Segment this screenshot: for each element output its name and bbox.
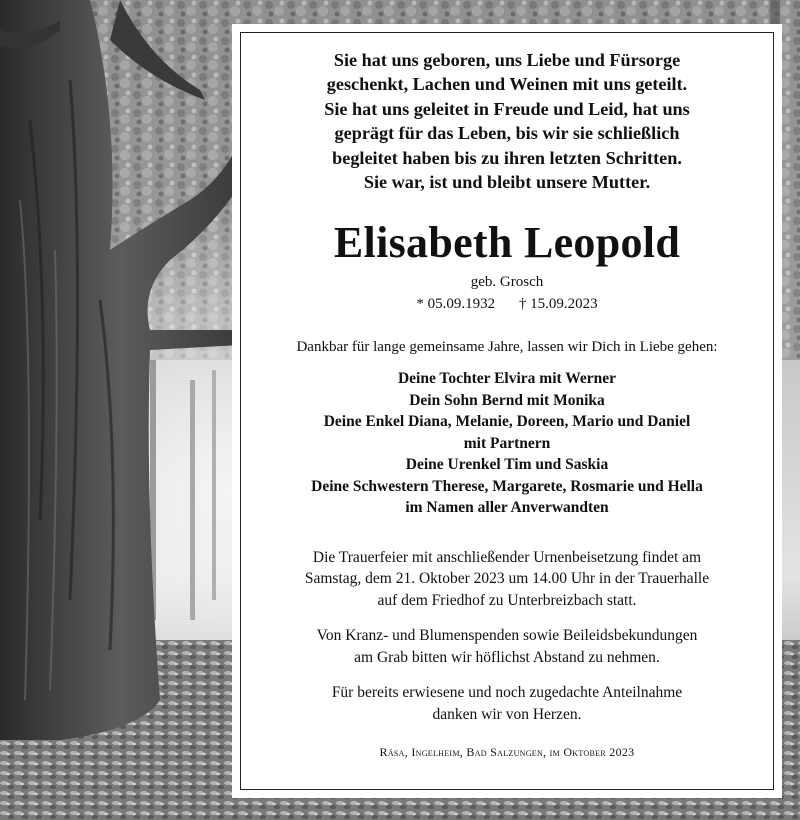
poem-line: Sie hat uns geboren, uns Liebe und Fürsorge [333, 50, 681, 70]
obituary-content [234, 26, 780, 796]
mourner-line: Deine Urenkel Tim und Saskia [405, 456, 609, 474]
deceased-name: Elisabeth Leopold [333, 218, 681, 268]
poem-line: geprägt für das Leben, bis wir sie schließlich [334, 123, 680, 144]
poem-line: begleitet haben bis zu ihren letzten Schritten. [332, 147, 682, 168]
place-date-signoff: Räsa, Ingelheim, Bad Salzungen, im Oktober 2023 [379, 745, 635, 760]
mourner-line: Deine Tochter Elvira mit Werner [397, 370, 617, 388]
gratitude-line: Für bereits erwiesene und noch zugedachte Anteilnahme [331, 684, 683, 702]
mourner-line: Deine Schwestern Therese, Margarete, Rosmarie und Hella [311, 477, 703, 495]
life-dates [234, 296, 780, 313]
mourner-line: Dein Sohn Bernd mit Monika [409, 391, 605, 409]
birth-date: * 05.09.1932 [416, 296, 496, 313]
death-date: † 15.09.2023 [518, 296, 598, 313]
poem-line: geschenkt, Lachen und Weinen mit uns geteilt. [326, 74, 688, 95]
gratitude-notice [234, 682, 780, 725]
mourner-line: mit Partnern [463, 434, 551, 452]
flowers-notice [234, 625, 780, 668]
ceremony-notice [234, 547, 780, 612]
memorial-poem [264, 48, 750, 194]
ceremony-line: auf dem Friedhof zu Unterbreizbach statt. [377, 591, 637, 609]
obituary-card [234, 26, 780, 796]
mourners-list [234, 368, 780, 519]
gratitude-line: danken wir von Herzen. [432, 705, 582, 723]
flowers-line: am Grab bitten wir höflichst Abstand zu nehmen. [354, 648, 660, 666]
flowers-line: Von Kranz- und Blumenspenden sowie Beileidsbekundungen [316, 627, 698, 645]
mourner-line: im Namen aller Anverwandten [405, 499, 609, 517]
farewell-line: Dankbar für lange gemeinsame Jahre, lassen wir Dich in Liebe gehen: [296, 339, 718, 356]
ceremony-line: Samstag, dem 21. Oktober 2023 um 14.00 Uhr in der Trauerhalle [304, 570, 710, 588]
maiden-name: geb. Grosch [470, 274, 544, 291]
mourner-line: Deine Enkel Diana, Melanie, Doreen, Mario und Daniel [323, 413, 691, 431]
poem-line: Sie war, ist und bleibt unsere Mutter. [363, 172, 651, 193]
poem-line: Sie hat uns geleitet in Freude und Leid, hat uns [324, 98, 690, 119]
ceremony-line: Die Trauerfeier mit anschließender Urnenbeisetzung findet am [312, 548, 702, 566]
